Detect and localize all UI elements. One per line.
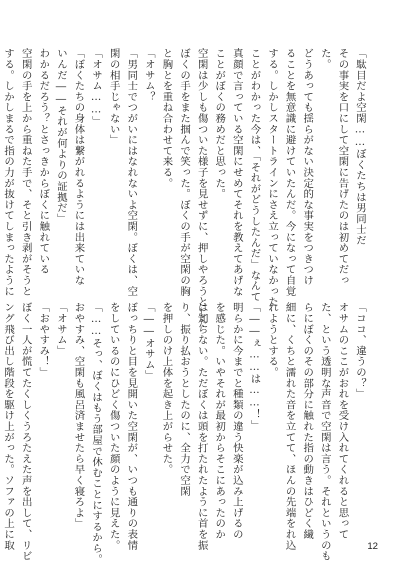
- text-line: する。しかしスタートラインにさえ立っていなかった: [266, 48, 279, 308]
- text-line: 空閑の手を上から重ねた手で、そと引き剥がそうと: [19, 48, 32, 297]
- text-line: その事実を口にして空閑に告げたのは初めてだっ: [336, 48, 349, 286]
- text-line: ぼく一人が慌てたくしくうろたえた声を出して、リビ: [19, 302, 32, 562]
- text-line: 「おやすみ！」: [37, 302, 50, 378]
- text-line: を押しのけ上体を起き上がらせた。: [160, 302, 173, 475]
- text-line: た、という透明な声音で空閑は言う。それというのも: [318, 302, 331, 562]
- text-line: 「ココ、違うの？」: [354, 302, 366, 400]
- text-line: ことがわかった今は、「それがどうしたんだ」なんて: [248, 48, 261, 302]
- text-line: た。: [318, 48, 331, 70]
- text-line: を感じた。いやそれが最初からそこにあったのか: [213, 302, 226, 540]
- text-line: と胸とを重ね合わせて来る。: [160, 48, 173, 189]
- text-line: 「――ぇ……は……！」: [248, 302, 261, 431]
- text-line: ることを無意識に避けていたんだ。今になって自覚: [283, 48, 296, 297]
- text-line: 「オサム？: [142, 48, 155, 102]
- text-line: わかるだろう？とさっきからぼくに触れている: [37, 48, 50, 275]
- text-line: ことがぼくの務めだと思った。: [213, 48, 226, 200]
- text-line: 「男同士でつがいにはなれないよ空閑。ぼくは、空: [125, 48, 138, 297]
- text-line: いんだ――それが何よりの証拠だ」: [54, 48, 67, 224]
- text-line: オサムのここがおれを受け入れてくれると思って: [336, 302, 349, 540]
- text-line: おやすみ、空閑も風呂済ませたら早く寝ろよ」: [72, 302, 85, 529]
- text-block-bottom: [2, 302, 368, 565]
- text-line: は知らない。ただぼくは頭を打たれたように首を振: [195, 302, 208, 551]
- page-number: 12: [367, 541, 378, 552]
- text-line: 「――オサム」: [142, 302, 155, 381]
- text-line: 「ぼくたちの身体は繋がれるようには出来ていな: [72, 48, 85, 286]
- text-block-top: [2, 48, 368, 329]
- text-line: をしているのにひどく傷ついた顔のように見えた。: [107, 302, 120, 551]
- text-line: れようとする。: [266, 302, 279, 378]
- text-line: り、振り払おうとしたのに、全力で空閑: [178, 302, 191, 497]
- text-line: どうあっても揺らがない決定的な事実をつきつけ: [301, 48, 314, 286]
- text-line: 明らかに今までと種類の違う快楽が込み上げるの: [230, 302, 243, 540]
- text-line: らにぼくのその部分に触れた指の動きはひどく繊: [301, 302, 314, 540]
- text-line: 「オサム」: [54, 302, 67, 356]
- text-line: 空閑は少しも傷ついた様子を見せずに、押しやろうとした: [195, 48, 208, 329]
- text-line: ぼっちりと目を見開いた空閑が、いつも通りの表情: [125, 302, 138, 551]
- text-line: する。しかしまるで指の力が抜けてしまったように: [2, 48, 15, 297]
- text-line: ぼくの手をまた掴んで笑った。ぼくの手が空閑の胸: [178, 48, 191, 297]
- text-line: 「駄目だよ空閑……ぼくたちは男同士だ: [354, 48, 366, 246]
- text-line: 真顔で言っている空閑にせめてそれを教えてあげな: [230, 48, 243, 297]
- text-line: 「……そっ、ぼくはもう部屋で休むことにするから。: [90, 302, 103, 565]
- text-line: 細に、くちと濡れた音を立てて、ほんの先端をれ込: [283, 302, 296, 551]
- text-line: 「オサム……」: [90, 48, 103, 127]
- text-line: ング飛び出し階段を駆け上がった。ソファの上に取: [2, 302, 15, 551]
- text-line: 閑の相手じゃない」: [107, 48, 120, 146]
